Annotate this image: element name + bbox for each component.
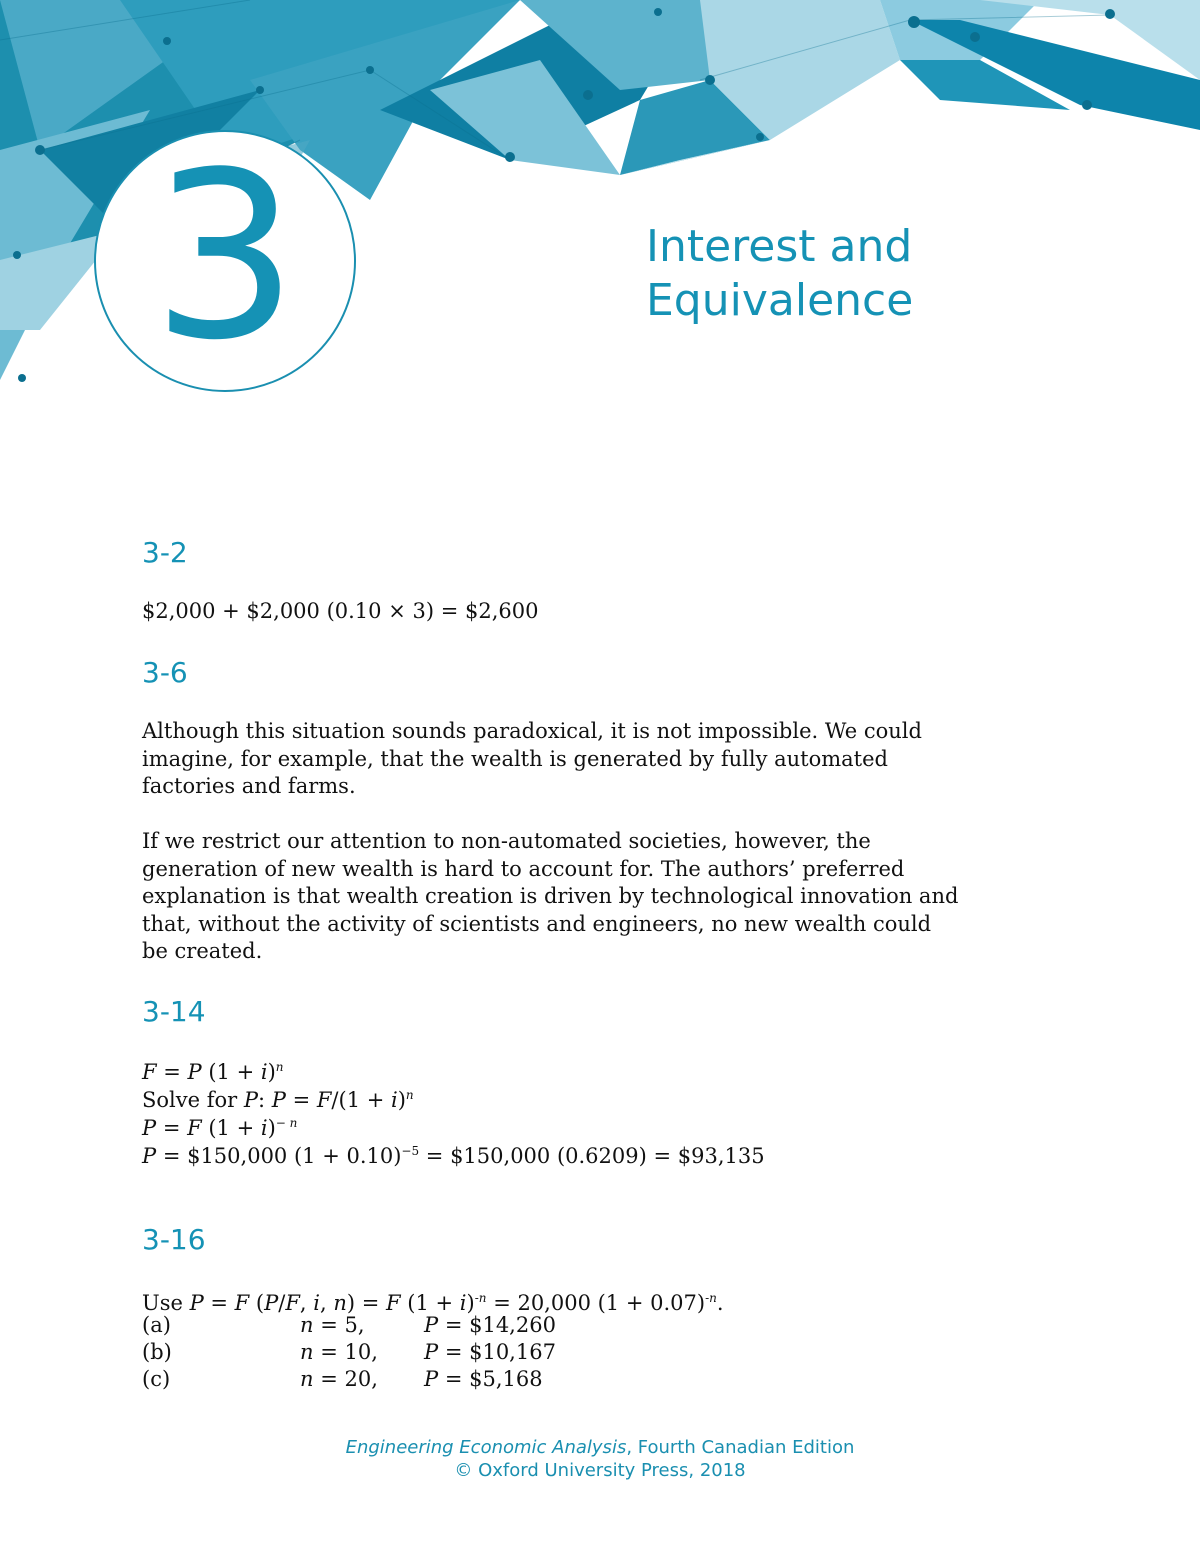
use-label: Use [142,1291,190,1315]
formula-present-value: P = F $(1 + i)^{- n}$ [142,1116,298,1140]
formula-result: P = $150,000 $(1 + 0.10)^{-5}$ = $150,000 (0.6209) = $93,135 [142,1144,765,1168]
answer-n: n = 20, [300,1367,378,1391]
chapter-number: 3 [151,124,299,391]
paragraph-line: that, without the activity of scientists and engineers, no new wealth could [142,911,932,936]
section-heading-3-2: 3-2 [142,536,188,569]
result-exponent: −5 [401,1144,420,1158]
paragraph-line: imagine, for example, that the wealth is generated by fully automated [142,746,888,771]
chapter-title-line-1: Interest and [646,221,913,272]
formula-future-value: F = P $(1 + i)^n$ [142,1060,284,1084]
formula-solve-for-p: Solve for P: $P = F/(1 + i)^n$ [142,1088,414,1112]
paragraph-line: factories and farms. [142,774,356,798]
paragraph-line: be created. [142,939,263,963]
footer-book-line [0,1437,1200,1458]
paragraph-line: generation of new wealth is hard to account for. The authors’ preferred [142,856,905,881]
answer-label: (b) [142,1340,172,1364]
section-heading-3-14: 3-14 [142,995,206,1028]
footer-copyright: © Oxford University Press, 2018 [454,1460,746,1481]
result-part-1: = $150,000 (1 + 0.10) [156,1144,402,1168]
answer-p: P = $10,167 [424,1340,556,1364]
answer-n: n = 10, [300,1340,378,1364]
result-part-2: = $150,000 (0.6209) = $93,135 [419,1144,765,1168]
answer-p: P = $5,168 [424,1367,543,1391]
section-3-2-equation: $2,000 + $2,000 (0.10 × 3) = $2,600 [142,599,539,623]
chapter-title [646,220,913,328]
section-heading-3-16: 3-16 [142,1223,206,1256]
footer-edition: , Fourth Canadian Edition [626,1437,855,1458]
section-3-6-paragraph-1 [142,718,1072,801]
answer-n: n = 5, [300,1313,365,1337]
chapter-title-line-2: Equivalence [646,275,914,326]
section-3-6-paragraph-2 [142,828,1072,966]
paragraph-line: explanation is that wealth creation is driven by technological innovation and [142,884,959,908]
formula-use: Use P = F (P/F, i, n) = F $(1 + i)^{-n} = 20,000$ $(1 + 0.07)^{-n}$. [142,1291,724,1315]
answer-label: (a) [142,1313,171,1337]
section-heading-3-6: 3-6 [142,656,188,689]
footer-book-title: Engineering Economic Analysis [345,1437,627,1458]
paragraph-line: If we restrict our attention to non-automated societies, however, the [142,829,871,853]
chapter-number-badge [94,124,356,392]
answer-label: (c) [142,1367,171,1391]
answer-p: P = $14,260 [424,1313,556,1337]
paragraph-line: Although this situation sounds paradoxical, it is not impossible. We could [142,719,922,743]
solve-label: Solve for [142,1088,244,1112]
